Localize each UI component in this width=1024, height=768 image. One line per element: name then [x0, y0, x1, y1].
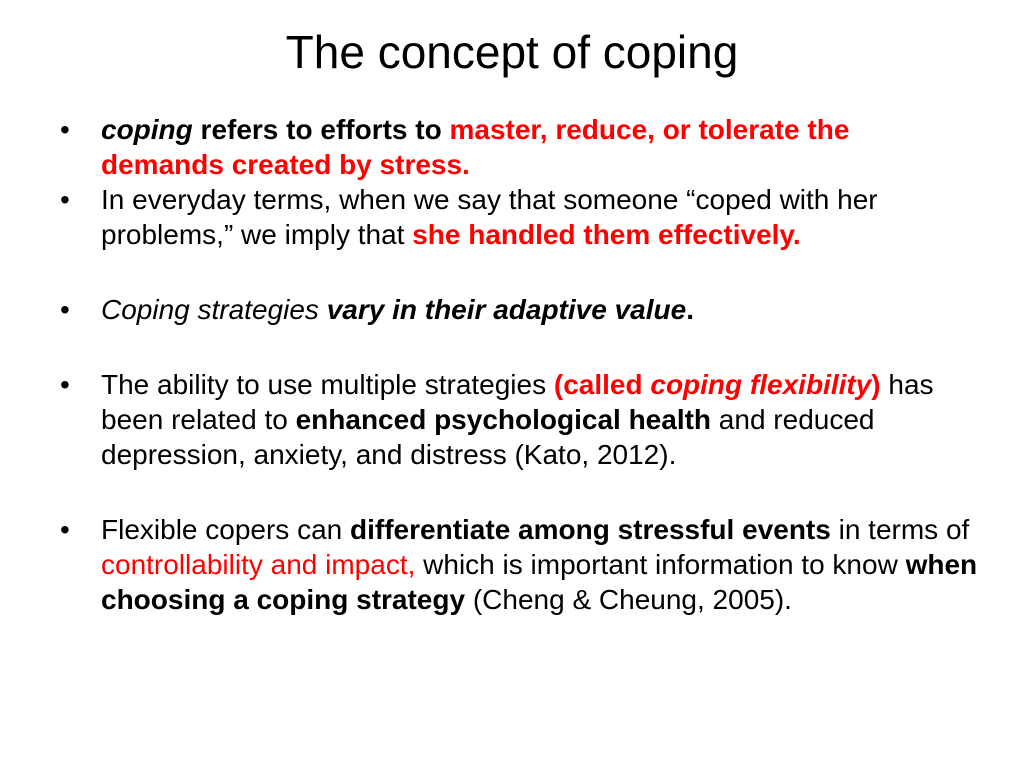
text-segment: when choosing a coping strategy — [101, 549, 978, 615]
text-segment: vary in their adaptive value — [326, 294, 687, 325]
text-segment: master, reduce, or tolerate the demands created by stress. — [101, 114, 850, 180]
bullet-dot-icon: • — [60, 184, 70, 215]
text-segment: ) — [871, 369, 881, 400]
bullet-dot-icon: • — [60, 369, 70, 400]
text-segment: The ability to use multiple strategies — [101, 369, 554, 400]
text-segment: and reduced depression, anxiety, and distress (Kato, 2012). — [101, 404, 875, 470]
text-segment: coping — [101, 114, 193, 145]
bullet-dot-icon: • — [60, 114, 70, 145]
bullet-item — [60, 512, 980, 617]
text-segment: Coping strategies — [101, 294, 319, 325]
bullet-item — [60, 292, 980, 327]
text-segment — [319, 294, 327, 325]
bullet-dot-icon: • — [60, 294, 70, 325]
text-segment: in terms of — [830, 514, 970, 545]
text-segment: (called — [553, 369, 651, 400]
bullet-dot-icon: • — [60, 514, 70, 545]
text-segment: which is important information to know — [415, 549, 906, 580]
bullet-list — [60, 112, 980, 617]
text-segment: refers to efforts to — [192, 114, 450, 145]
text-segment: (Cheng & Cheung, 2005). — [465, 584, 792, 615]
text-segment: Flexible copers can — [101, 514, 351, 545]
text-segment: controllability and impact, — [101, 549, 416, 580]
text-segment: In everyday terms, when we say that someone “coped with her problems,” we imply that — [101, 184, 878, 250]
text-segment: . — [686, 294, 694, 325]
text-segment: differentiate among stressful events — [350, 514, 831, 545]
bullet-item — [60, 367, 980, 472]
bullet-item — [60, 182, 980, 252]
text-segment: has been related to — [101, 369, 934, 435]
text-segment: she handled them effectively. — [412, 219, 801, 250]
text-segment: coping flexibility — [650, 369, 872, 400]
text-segment: enhanced psychological health — [295, 404, 712, 435]
bullet-item — [60, 112, 980, 182]
slide-title: The concept of coping — [285, 26, 739, 78]
